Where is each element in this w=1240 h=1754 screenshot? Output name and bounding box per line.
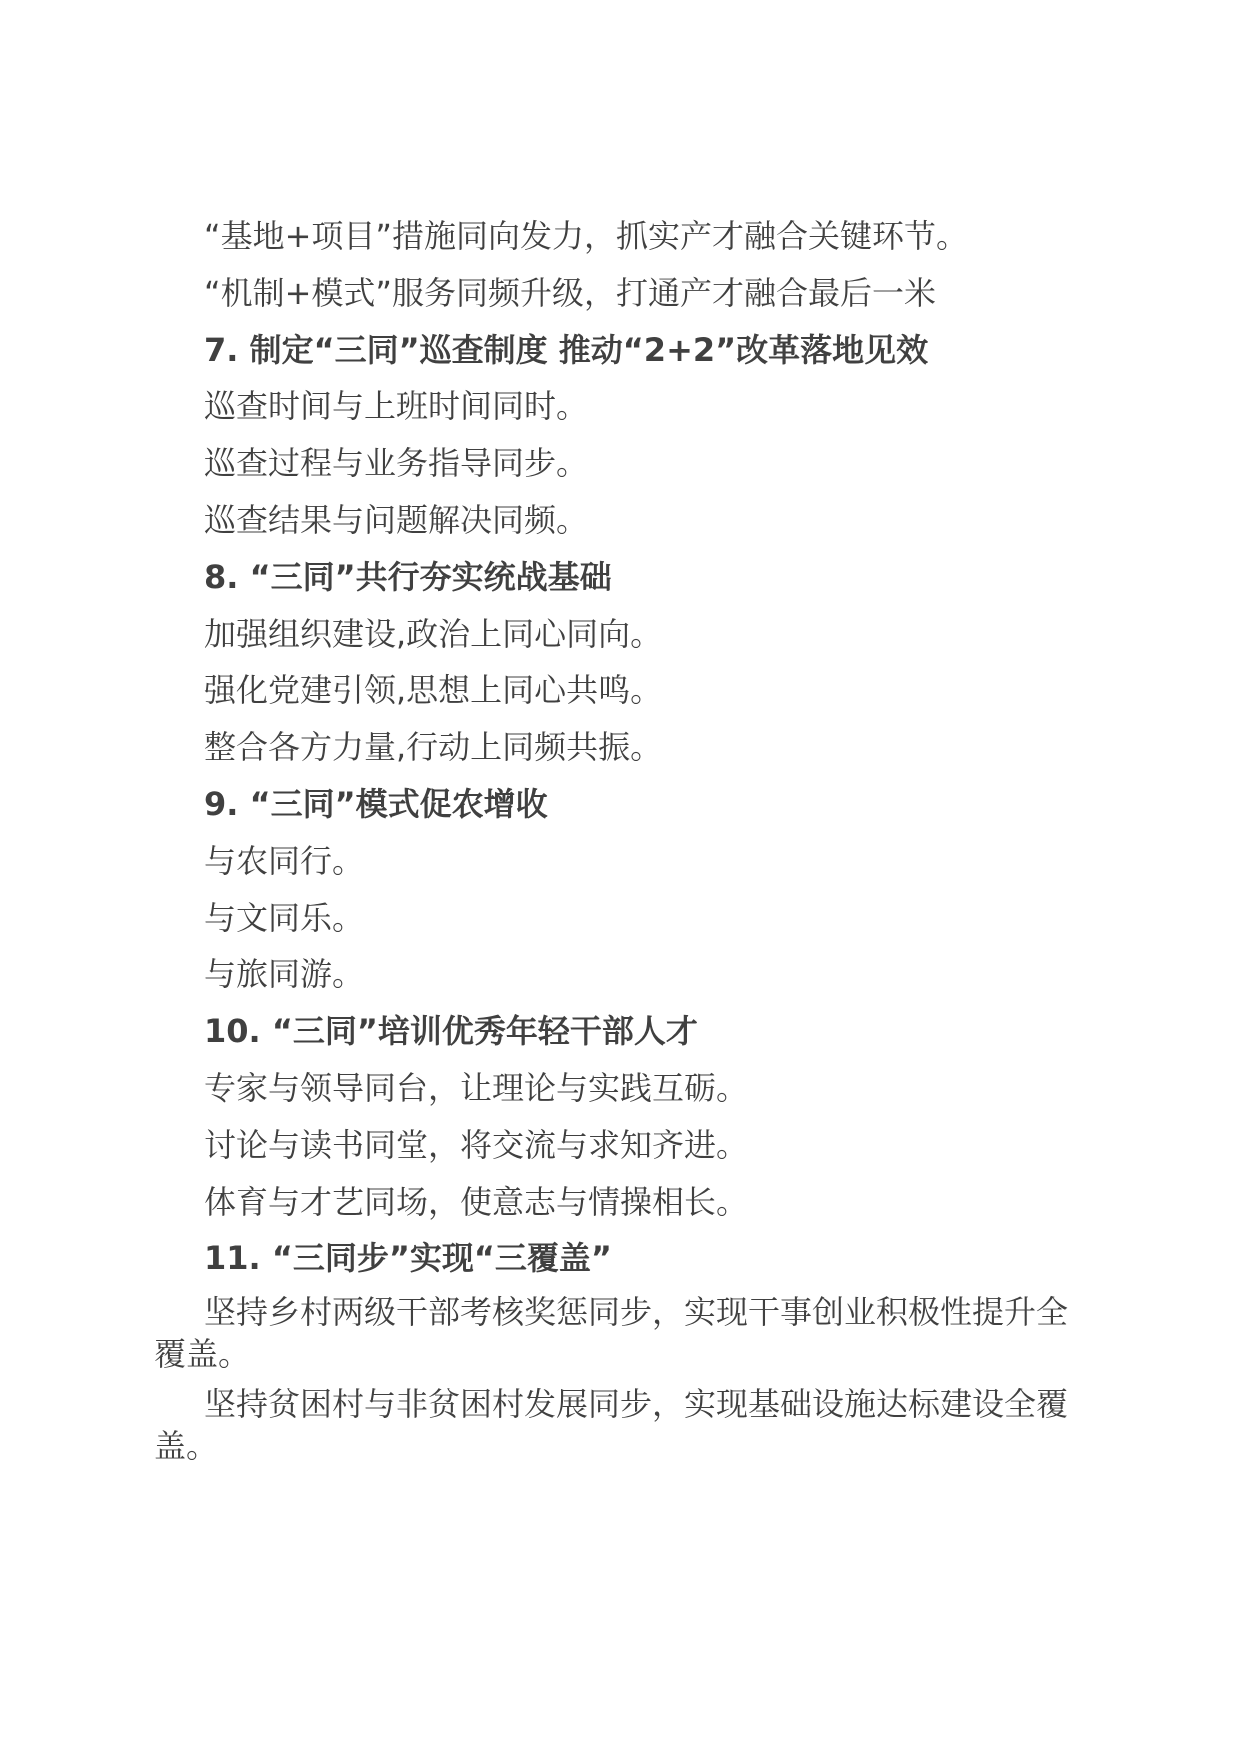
paragraph: 坚持乡村两级干部考核奖惩同步，实现干事创业积极性提升全覆盖。 xyxy=(154,1293,1069,1374)
document-page xyxy=(154,208,1084,1475)
list-item: 专家与领导同台，让理论与实践互砺。 xyxy=(204,1068,749,1107)
body-line-2: “机制+模式”服务同频升级，打通产才融合最后一米 xyxy=(204,273,936,312)
list-item: 加强组织建设,政治上同心同向。 xyxy=(204,614,663,653)
section-heading-11: 11. “三同步”实现“三覆盖” xyxy=(204,1239,612,1278)
list-item: 讨论与读书同堂，将交流与求知齐进。 xyxy=(204,1125,749,1164)
section-heading-10: 10. “三同”培训优秀年轻干部人才 xyxy=(204,1012,698,1051)
section-heading-9: 9. “三同”模式促农增收 xyxy=(204,784,548,823)
list-item: 巡查结果与问题解决同频。 xyxy=(204,500,589,539)
section-heading-7: 7. 制定“三同”巡查制度 推动“2+2”改革落地见效 xyxy=(204,330,929,369)
list-item: 体育与才艺同场，使意志与情操相长。 xyxy=(204,1182,749,1221)
list-item: 与文同乐。 xyxy=(204,898,365,937)
body-line-1: “基地+项目”措施同向发力，抓实产才融合关键环节。 xyxy=(204,217,968,255)
list-item: 巡查时间与上班时间同时。 xyxy=(204,387,589,426)
list-item: 巡查过程与业务指导同步。 xyxy=(204,444,589,483)
section-heading-8: 8. “三同”共行夯实统战基础 xyxy=(204,557,612,596)
list-item: 强化党建引领,思想上同心共鸣。 xyxy=(204,671,663,710)
list-item: 与旅同游。 xyxy=(204,955,365,994)
paragraph: 坚持贫困村与非贫困村发展同步，实现基础设施达标建设全覆盖。 xyxy=(154,1385,1069,1466)
list-item: 与农同行。 xyxy=(204,841,365,880)
list-item: 整合各方力量,行动上同频共振。 xyxy=(204,728,663,767)
